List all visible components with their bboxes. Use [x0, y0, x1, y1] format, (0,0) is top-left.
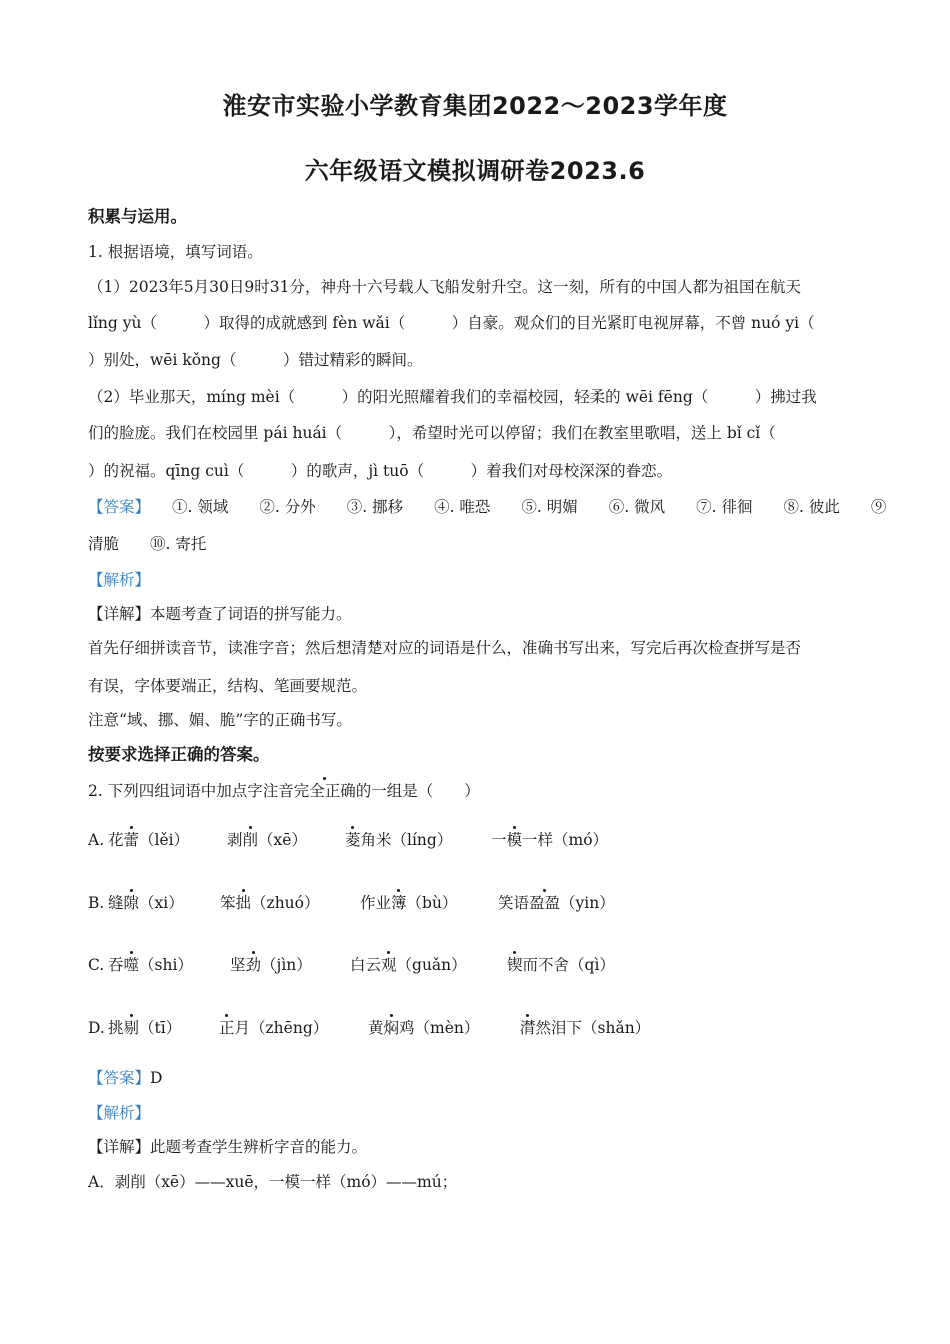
dotted-char: 削 — [242, 831, 259, 849]
option-word: 菱角米（líng） — [345, 831, 453, 849]
answer-tag: 【答案】 — [88, 498, 151, 516]
option-word: 锲而不舍（qì） — [507, 956, 615, 974]
analysis-tag: 【解析】 — [88, 571, 151, 589]
answer-line — [88, 1068, 868, 1088]
section-heading: 按要求选择正确的答案。 — [88, 745, 270, 764]
option-word: 吞噬（shi） — [108, 956, 193, 974]
dotted-char: 劲 — [245, 956, 262, 974]
option-word: 笑语盈盈（yin） — [498, 894, 615, 912]
detail-text: 注意“域、挪、媚、脆”字的正确书写。 — [88, 711, 352, 729]
dotted-char: 菱 — [345, 831, 361, 849]
option-letter: B. — [88, 894, 105, 912]
question-stem: 1. 根据语境，填写词语。 — [88, 243, 263, 261]
detail-text: 有误，字体要端正，结构、笔画要规范。 — [88, 677, 368, 695]
section-heading: 积累与运用。 — [88, 207, 187, 226]
answer-text: 清脆 ⑩. 寄托 — [88, 535, 207, 553]
option-word: 白云观（guǎn） — [350, 956, 467, 974]
dotted-char: 盈盈 — [529, 894, 561, 912]
dotted-char: 蕾 — [123, 831, 140, 849]
question-text: lǐng yù（ ）取得的成就感到 fèn wǎi（ ）自豪。观众们的目光紧盯电视屏幕，不曾 nuó yi（ — [88, 314, 815, 332]
analysis-tag: 【解析】 — [88, 1104, 151, 1122]
question-stem: 2. 下列四组词语中加点字注音完全正确的一组是（ ） — [88, 782, 480, 800]
option-letter: A. — [88, 831, 105, 849]
dotted-char: 簿 — [391, 894, 407, 912]
option-letter: D. — [88, 1019, 105, 1037]
dotted-char: 焖 — [383, 1019, 400, 1037]
question-text: （1）2023年5月30日9时31分，神舟十六号载人飞船发射升空。这一刻，所有的中国人都为祖国在航天 — [88, 278, 801, 296]
detail-text: A．剥削（xē）——xuē，一模一样（mó）——mú； — [88, 1173, 458, 1191]
dotted-char: 潸 — [520, 1019, 536, 1037]
option-word: 挑剔（tī） — [108, 1019, 182, 1037]
document-subtitle: 六年级语文模拟调研卷2023.6 — [304, 157, 646, 185]
dotted-char: 锲 — [507, 956, 523, 974]
detail-text: 首先仔细拼读音节，读准字音；然后想清楚对应的词语是什么，准确书写出来，写完后再次检查拼写是否 — [88, 639, 802, 657]
option-word: 作业簿（bù） — [360, 894, 458, 912]
detail-text: 【详解】本题考查了词语的拼写能力。 — [88, 605, 352, 623]
question-text: 们的脸庞。我们在校园里 pái huái（ ），希望时光可以停留；我们在教室里歌唱，送上 bǐ cǐ（ — [88, 424, 776, 442]
answer-text: D — [150, 1069, 163, 1087]
question-text: ）别处，wēi kǒng（ ）错过精彩的瞬间。 — [88, 351, 423, 369]
dotted-char: 噬 — [123, 956, 140, 974]
dotted-char: 模 — [506, 831, 523, 849]
dotted-char: 剔 — [123, 1019, 140, 1037]
dotted-text: 完全正确 — [293, 782, 356, 800]
option-word: 一模一样（mó） — [491, 831, 609, 849]
answer-line — [88, 497, 887, 517]
option-word: 坚劲（jìn） — [230, 956, 312, 974]
dotted-char: 正 — [219, 1019, 235, 1037]
option-word: 笨拙（zhuó） — [220, 894, 320, 912]
option-word: 潸然泪下（shǎn） — [520, 1019, 651, 1037]
option-word: 剥削（xē） — [227, 831, 307, 849]
option-letter: C. — [88, 956, 105, 974]
question-text: （2）毕业那天，míng mèi（ ）的阳光照耀着我们的幸福校园，轻柔的 wēi fēng（ ）拂过我 — [88, 388, 817, 406]
option-word: 花蕾（lěi） — [108, 831, 190, 849]
option-word: 缝隙（xi） — [108, 894, 184, 912]
answer-tag: 【答案】 — [88, 1069, 151, 1087]
option-word: 正月（zhēng） — [219, 1019, 329, 1037]
dotted-char: 观 — [381, 956, 397, 974]
option-word: 黄焖鸡（mèn） — [368, 1019, 480, 1037]
dotted-char: 隙 — [123, 894, 140, 912]
dotted-char: 拙 — [235, 894, 252, 912]
answer-text: ①. 领域 ②. 分外 ③. 挪移 ④. 唯恐 ⑤. 明媚 ⑥. 微风 ⑦. 徘徊 ⑧. 彼此 ⑨ — [172, 498, 887, 516]
detail-text: 【详解】此题考查学生辨析字音的能力。 — [88, 1138, 368, 1156]
document-title: 淮安市实验小学教育集团2022～2023学年度 — [222, 92, 728, 120]
question-text: ）的祝福。qīng cuì（ ）的歌声，jì tuō（ ）着我们对母校深深的眷恋。 — [88, 462, 673, 480]
